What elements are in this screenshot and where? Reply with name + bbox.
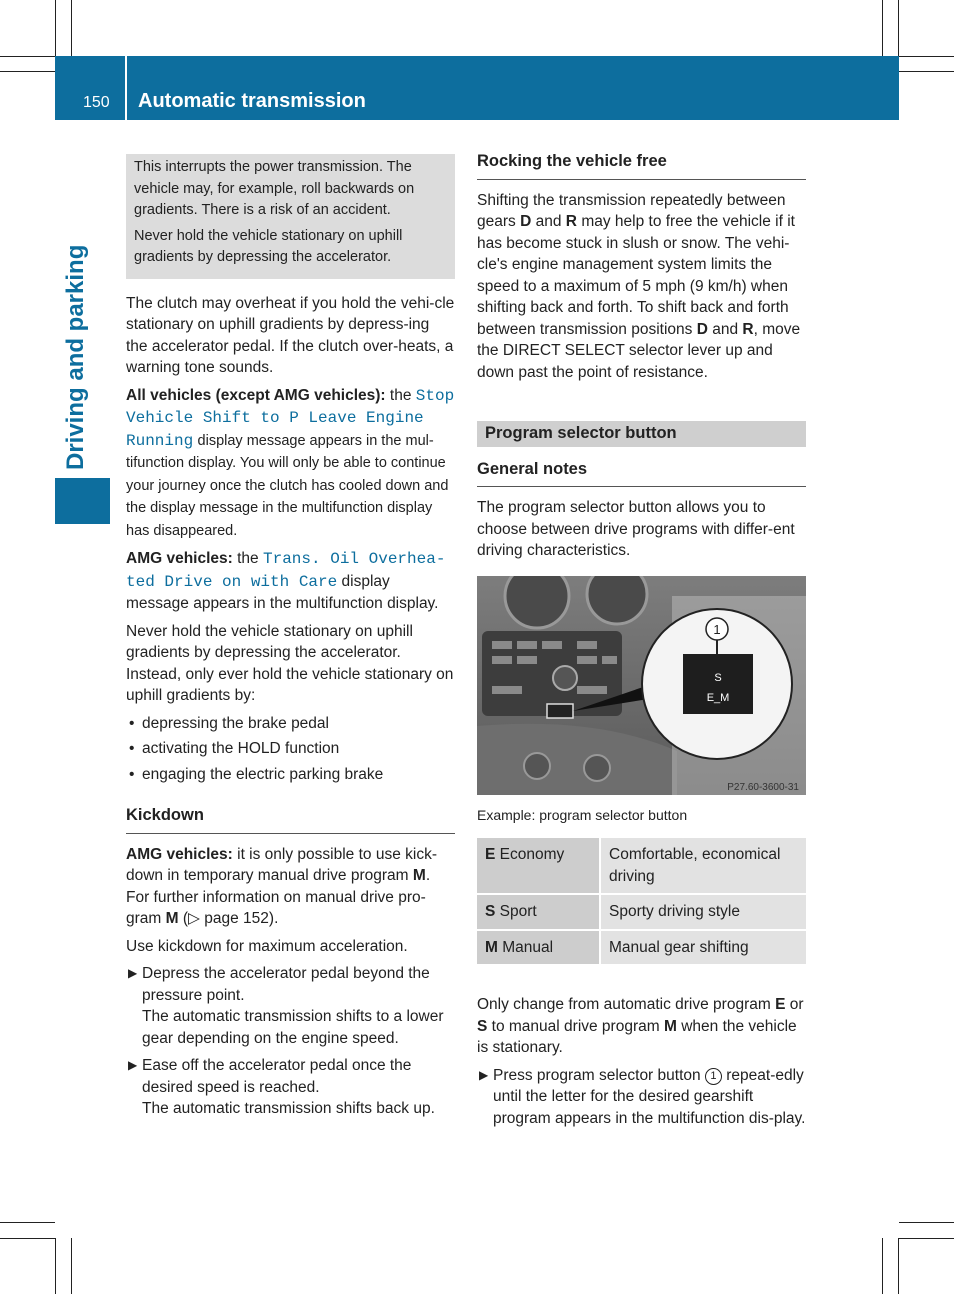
crop-mark <box>0 56 55 57</box>
list-item: • activating the HOLD function <box>129 740 340 757</box>
text: display message appears in the mul-tifunction display. You will only be able to continue your journey once the clutch has cooled down and the display message in the multifunction display has disappeared. <box>126 432 449 539</box>
crop-mark <box>71 0 72 56</box>
section-heading: Kickdown <box>126 805 455 834</box>
dashboard-illustration <box>477 576 806 795</box>
step-list <box>126 963 455 1120</box>
crop-mark <box>898 0 899 56</box>
crop-mark <box>899 56 954 57</box>
page-header <box>55 56 899 120</box>
display-message: Stop Vehicle Shift to P Leave Engine Running <box>126 386 455 450</box>
crop-mark <box>898 1238 899 1294</box>
label-bold: All vehicles (except AMG vehicles): <box>126 386 386 404</box>
text: . For further information on manual drive pro-gram <box>126 867 431 927</box>
text: the <box>237 550 259 567</box>
table-cell: M Manual <box>477 930 600 966</box>
program-letter: M <box>412 867 426 884</box>
paragraph: The clutch may overheat if you hold the vehi-cle stationary on uphill gradients by depress-ing the accelerator pedal. If the clutch over-heats, a warning tone sounds. <box>126 294 455 376</box>
section-bar: Program selector button <box>477 421 806 447</box>
image-reference: P27.60-3600-31 <box>727 781 799 793</box>
table-row <box>477 838 806 894</box>
paragraph: Never hold the vehicle stationary on uphill gradients by depressing the accelerator. Instead, only ever hold the vehicle stationary on uphill gradients by: <box>126 622 454 704</box>
warning-text: Never hold the vehicle stationary on uphill gradients by depressing the accelerator. <box>134 227 403 265</box>
button-label-em: E_M <box>706 691 730 704</box>
step-list <box>477 1065 806 1130</box>
section-heading: General notes <box>477 459 806 488</box>
list-item: • engaging the electric parking brake <box>129 765 384 783</box>
table-row <box>477 894 806 930</box>
program-letter: M <box>165 910 179 927</box>
crop-mark <box>899 71 954 72</box>
display-message: Trans. Oil Overhea-ted Drive on with Care <box>126 550 446 591</box>
step-item: ▶ Press program selector button 1 repeat-edly until the letter for the desired gearshift program appears in the multifunction dis-play. <box>479 1066 806 1127</box>
table-cell: Sporty driving style <box>600 894 806 930</box>
text: display message appears in the multifunction display. <box>126 572 439 612</box>
paragraph: Use kickdown for maximum acceleration. <box>126 937 408 955</box>
table-cell: S Sport <box>477 894 600 930</box>
crop-mark <box>55 0 56 56</box>
crop-mark <box>899 1222 954 1223</box>
button-label-s: S <box>714 671 722 684</box>
crop-mark <box>0 1222 55 1223</box>
page-title: Automatic transmission <box>138 90 366 112</box>
step-item: ▶ Ease off the accelerator pedal once the desired speed is reached. The automatic transmission shifts back up. <box>128 1057 435 1117</box>
paragraph <box>126 844 455 930</box>
paragraph: The program selector button allows you to choose between drive programs with differ-ent driving characteristics. <box>477 499 795 559</box>
table-cell: E Economy <box>477 838 600 894</box>
arrow-right-icon: ▶ <box>128 1058 138 1072</box>
crop-mark <box>55 1238 56 1294</box>
text: the <box>389 386 412 404</box>
crop-mark <box>0 1238 55 1239</box>
dashboard-photo <box>477 576 806 795</box>
section-heading: Rocking the vehicle free <box>477 151 806 180</box>
bullet-list <box>126 713 455 786</box>
table-cell: Manual gear shifting <box>600 930 806 966</box>
paragraph: Shifting the transmission repeatedly between gears D and R may help to free the vehicle if it has become stuck in slush or snow. The vehi-cle's engine management system limits the speed to a maximum of 5 mph (9 km/h) when shifting back and forth. To shift back and forth between transmission positions D and R, move the DIRECT SELECT selector lever up and down past the point of resistance. <box>477 191 801 381</box>
step-item: ▶ Depress the accelerator pedal beyond the pressure point. The automatic transmission shifts to a lower gear depending on the engine speed. <box>128 965 444 1047</box>
crop-mark <box>899 1238 954 1239</box>
crop-mark <box>0 71 55 72</box>
warning-text: This interrupts the power transmission. The vehicle may, for example, roll backwards on gradients. There is a risk of an accident. <box>134 159 415 218</box>
table-cell: Comfortable, economical driving <box>600 838 806 894</box>
label-bold: AMG vehicles: <box>126 550 233 567</box>
warning-box <box>126 154 455 279</box>
right-column <box>477 151 806 1135</box>
header-divider <box>125 56 127 120</box>
callout-number: 1 <box>713 621 721 637</box>
arrow-right-icon: ▶ <box>479 1067 489 1082</box>
list-item: • depressing the brake pedal <box>129 714 329 732</box>
paragraph <box>126 548 455 615</box>
text: it is only possible to use kick-down in temporary manual drive program <box>126 845 437 884</box>
crop-mark <box>882 0 883 56</box>
callout-circle-icon: 1 <box>705 1068 722 1085</box>
table-row <box>477 930 806 966</box>
arrow-right-icon: ▶ <box>128 966 138 980</box>
page-number: 150 <box>83 94 110 111</box>
paragraph <box>126 385 455 543</box>
figure-caption: Example: program selector button <box>477 806 688 823</box>
page-reference: (▷ page 152). <box>182 910 279 927</box>
crop-mark <box>71 1238 72 1294</box>
crop-mark <box>882 1238 883 1294</box>
program-table <box>477 838 806 966</box>
paragraph: Only change from automatic drive program E or S to manual drive program M when the vehicle is stationary. <box>477 996 804 1056</box>
left-column <box>126 154 455 1126</box>
label-bold: AMG vehicles: <box>126 845 233 863</box>
side-tab-marker <box>55 478 110 524</box>
side-section-title: Driving and parking <box>62 244 89 470</box>
